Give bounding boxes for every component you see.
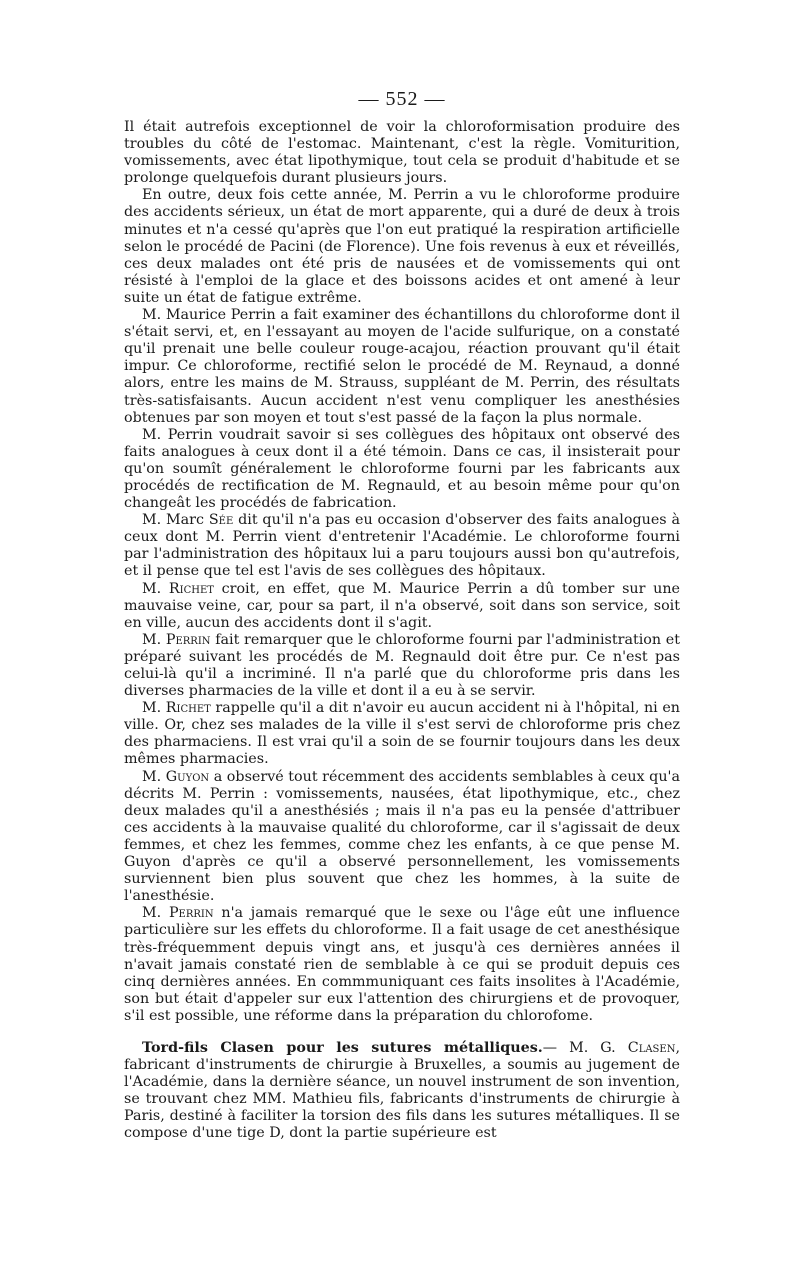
section-heading-clasen: Tord-fils Clasen pour les sutures métalliques. — [142, 1039, 543, 1056]
richet-1-after: croit, en effet, que M. Maurice Perrin a dû tomber sur une mauvaise veine, car, pour sa part, il n'a observé, soit dans son service, soit en ville, aucun des accidents dont il s'agit. — [124, 580, 680, 631]
clasen-after: , fabricant d'instruments de chirurgie à Bruxelles, a soumis au jugement de l'Académie, dans la dernière séance, un nouvel instrument de son invention, se trouvant chez MM. Mathieu fils, fabricants d'instruments de chirurgie à Paris, destiné à faciliter la torsion des fils dans les sutures métalliques. Il se compose d'une tige D, dont la partie supérieure est — [124, 1039, 680, 1142]
guyon-before: M. — [142, 768, 166, 785]
speaker-richet: Richet — [165, 700, 211, 717]
see-before: M. Marc — [142, 512, 209, 529]
speaker-richet: Richet — [168, 580, 214, 597]
speaker-see: Sée — [208, 512, 234, 529]
paragraph-see — [124, 512, 680, 580]
guyon-after: a observé tout récemment des accidents semblables à ceux qu'a décrits M. Perrin : vomissements, nausées, état lipothymique, etc., chez deux malades qu'il a anesthésiés ; mais il n'a pas eu la pensée d'attribuer ces accidents à la mauvaise qualité du chloroforme, car il s'agissait de deux femmes, et chez les femmes, comme chez les enfants, à ce que pense M. Guyon d'après ce qu'il a observé personnellement, les vomissements surviennent bien plus souvent que chez les hommes, à la suite de l'anesthésie. — [124, 768, 680, 905]
page-number: — 552 — — [358, 88, 446, 110]
perrin-1-before: M. — [142, 631, 166, 648]
journal-page — [124, 88, 680, 1143]
perrin-2-after: n'a jamais remarqué que le sexe ou l'âge eût une influence particulière sur les effets du chloroforme. Il a fait usage de cet anesthésique très-fréquemment depuis vingt ans, et jusqu'à ces dernières années il n'avait jamais constaté rien de semblable à ce qui se produit depuis ces cinq dernières années. En commmuniquant ces faits insolites à l'Académie, son but était d'appeler sur eux l'attention des chirurgiens et de provoquer, s'il est possible, une réforme dans la préparation du chlorofome. — [124, 905, 680, 1024]
richet-2-after: rappelle qu'il a dit n'avoir eu aucun accident ni à l'hôpital, ni en ville. Or, chez ses malades de la ville il s'est servi de chloroforme pris chez des pharmaciens. Il est vrai qu'il a soin de se fournir toujours dans les deux mêmes pharmacies. — [124, 700, 681, 768]
clasen-dash: — M. G. — [542, 1039, 628, 1056]
richet-1-before: M. — [142, 580, 169, 597]
see-after: dit qu'il n'a pas eu occasion d'observer des faits analogues à ceux dont M. Perrin vient d'entretenir l'Académie. Le chloroforme fourni par l'administration des hôpitaux lui a paru toujours aussi bon qu'autrefois, et il pense que tel est l'avis de ses collègues des hôpitaux. — [124, 512, 680, 580]
perrin-1-after: fait remarquer que le chloroforme fourni par l'administration et préparé suivant les procédés de M. Regnauld doit être pur. Ce n'est pas celui-là qu'il a incriminé. Il n'a parlé que du chloroforme pris dans les diverses pharmacies de la ville et dont il a eu à se servir. — [124, 631, 680, 700]
paragraph-perrin-question: M. Perrin voudrait savoir si ses collègues des hôpitaux ont observé des faits analogues à ceux dont il a été témoin. Dans ce cas, il insisterait pour qu'on soumît généralement le chloroforme fourni par les fabricants aux procédés de rectification de M. Regnauld, et au besoin même pour qu'on changeât les procédés de fabrication. — [124, 426, 680, 512]
speaker-perrin: Perrin — [168, 905, 214, 922]
paragraph-serious-accidents: En outre, deux fois cette année, M. Perrin a vu le chloroforme produire des accidents sérieux, un état de mort apparente, qui a duré de deux à trois minutes et n'a cessé qu'après que l'on eut pratiqué la respiration artificielle selon le procédé de Pacini (de Florence). Une fois revenus à eux et réveillés, ces deux malades ont été pris de nausées et de vomissements qui ont résisté à l'emploi de la glace et des boissons acides et ont amené à leur suite un état de fatigue extrême. — [124, 187, 680, 306]
paragraph-richet-1 — [124, 581, 680, 632]
paragraph-richet-2 — [124, 700, 680, 768]
paragraph-chloroform-samples: M. Maurice Perrin a fait examiner des échantillons du chloroforme dont il s'était servi, et, en l'essayant au moyen de l'acide sulfurique, on a constaté qu'il prenait une belle couleur rouge-acajou, réaction prouvant qu'il était impur. Ce chloroforme, rectifié selon le procédé de M. Reynaud, a donné alors, entre les mains de M. Strauss, suppléant de M. Perrin, des résultats très-satisfaisants. Aucun accident n'est venu compliquer les anesthésies obtenues par son moyen et tout s'est passé de la façon la plus normale. — [124, 307, 680, 426]
speaker-perrin: Perrin — [165, 631, 211, 648]
richet-2-before: M. — [142, 700, 166, 717]
paragraph-clasen — [124, 1040, 680, 1143]
perrin-2-before: M. — [142, 905, 169, 922]
paragraph-guyon — [124, 769, 680, 906]
speaker-clasen: Clasen — [627, 1039, 676, 1056]
paragraph-perrin-2 — [124, 905, 680, 1025]
paragraph-stomach-troubles: Il était autrefois exceptionnel de voir la chloroformisation produire des troubles du côté de l'estomac. Maintenant, c'est la règle. Vomiturition, vomissements, avec état lipothymique, tout cela se produit d'habitude et se prolonge quelquefois durant plusieurs jours. — [124, 119, 680, 187]
speaker-guyon: Guyon — [165, 768, 210, 785]
paragraph-perrin-1 — [124, 632, 680, 700]
section-gap — [124, 1025, 680, 1040]
